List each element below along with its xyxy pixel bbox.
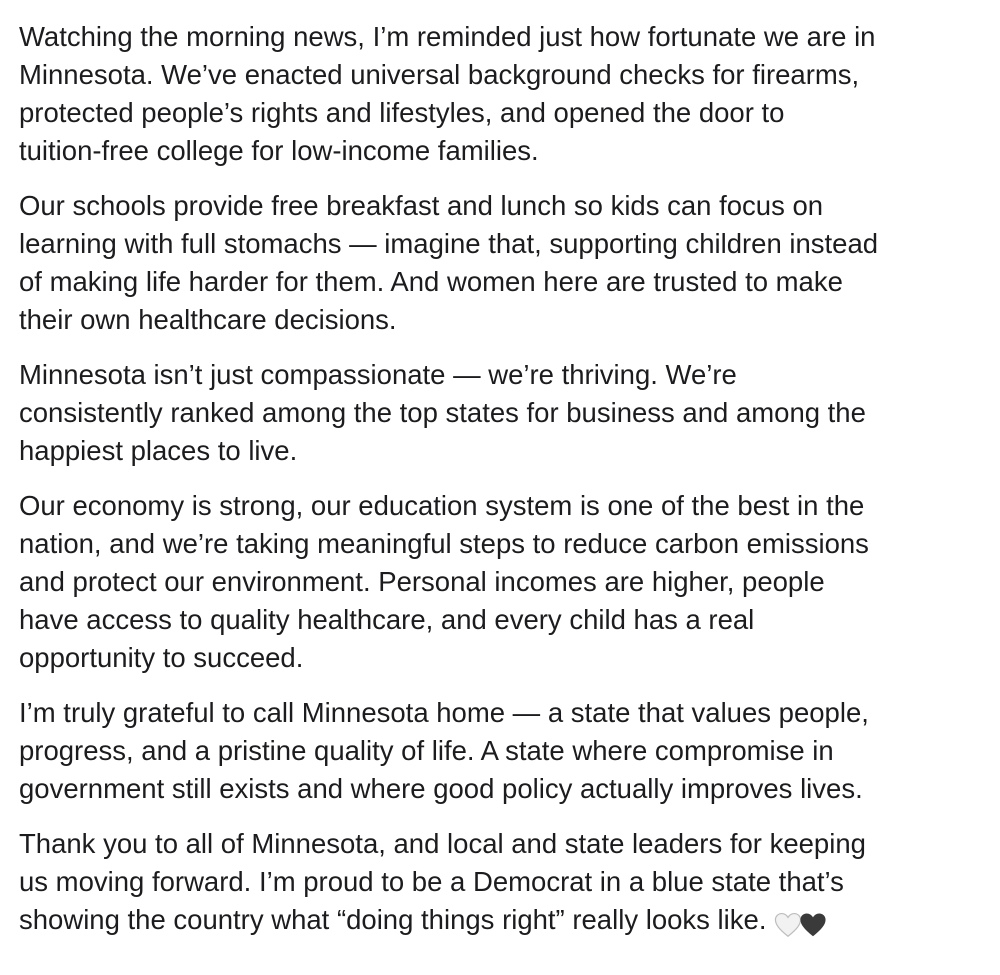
text-line: consistently ranked among the top states for business and among the xyxy=(19,397,866,428)
text-line: learning with full stomachs — imagine that, supporting children instead xyxy=(19,228,879,259)
text-line: protected people’s rights and lifestyles, and opened the door to xyxy=(19,97,785,128)
text-line: their own healthcare decisions. xyxy=(19,304,397,335)
text-line: Our economy is strong, our education system is one of the best in the xyxy=(19,490,865,521)
paragraph-4 xyxy=(19,487,988,677)
text-line: Watching the morning news, I’m reminded just how fortunate we are in xyxy=(19,21,876,52)
paragraph-1 xyxy=(19,18,988,170)
text-line: opportunity to succeed. xyxy=(19,642,304,673)
text-line: tuition-free college for low-income families. xyxy=(19,135,539,166)
text-line: I’m truly grateful to call Minnesota home — a state that values people, xyxy=(19,697,869,728)
black-heart-icon xyxy=(799,912,827,938)
text-line: Minnesota. We’ve enacted universal background checks for firearms, xyxy=(19,59,860,90)
text-line: Minnesota isn’t just compassionate — we’re thriving. We’re xyxy=(19,359,737,390)
text-line: Thank you to all of Minnesota, and local and state leaders for keeping xyxy=(19,828,866,859)
text-line: Our schools provide free breakfast and lunch so kids can focus on xyxy=(19,190,824,221)
text-line: nation, and we’re taking meaningful steps to reduce carbon emissions xyxy=(19,528,869,559)
text-line-with-emoji xyxy=(19,901,988,942)
paragraph-5 xyxy=(19,694,988,808)
paragraph-3 xyxy=(19,356,988,470)
paragraph-2 xyxy=(19,187,988,339)
text-line: government still exists and where good policy actually improves lives. xyxy=(19,773,863,804)
white-heart-icon xyxy=(774,912,802,938)
text-line: happiest places to live. xyxy=(19,435,298,466)
text-line: showing the country what “doing things right” really looks like. xyxy=(19,904,767,935)
text-line: progress, and a pristine quality of life. A state where compromise in xyxy=(19,735,834,766)
heart-emoji-group xyxy=(774,904,827,942)
text-line: of making life harder for them. And women here are trusted to make xyxy=(19,266,843,297)
text-line: and protect our environment. Personal incomes are higher, people xyxy=(19,566,825,597)
text-line: have access to quality healthcare, and every child has a real xyxy=(19,604,755,635)
paragraph-6 xyxy=(19,825,988,942)
text-line: us moving forward. I’m proud to be a Democrat in a blue state that’s xyxy=(19,866,844,897)
